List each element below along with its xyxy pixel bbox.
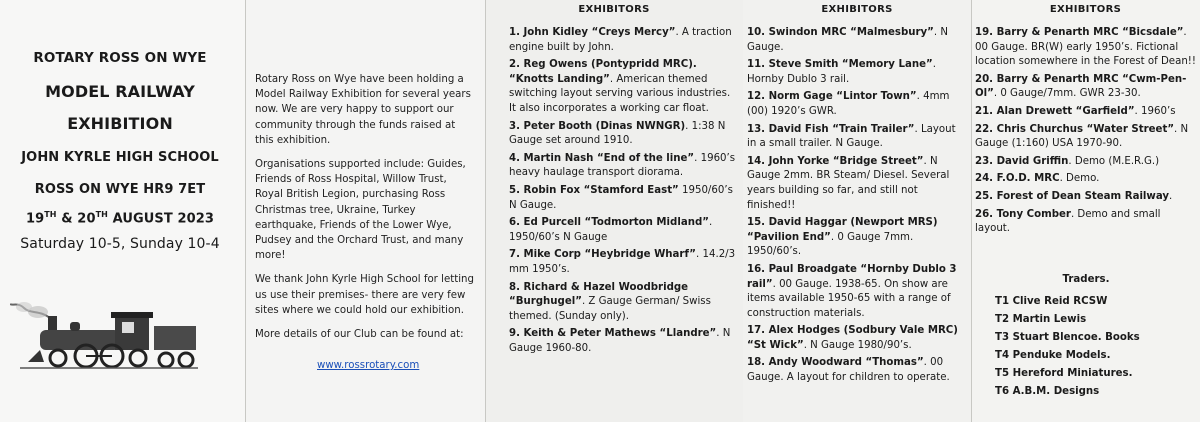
- exhibitor-number: 19.: [975, 27, 997, 38]
- exhibitors-panel-2: [743, 0, 971, 422]
- exhibitor-name: David Griffin: [996, 155, 1069, 167]
- exhibitor-entry: [747, 58, 967, 87]
- date-day2-suffix: TH: [95, 210, 108, 219]
- intro-paragraph: Organisations supported include: Guides, Friends of Ross Hospital, Willow Trust, Royal British Legion, purchasing Ross Christmas tree, Ukraine, Turkey earthquake, Friends of the Lower Wye, Pudsey and the Orchard Trust, and many more!: [255, 159, 466, 262]
- exhibitor-number: 5.: [509, 184, 524, 196]
- exhibitor-name: Tony Comber: [996, 208, 1071, 220]
- exhibitor-entry: [509, 248, 737, 277]
- exhibitor-name: Alan Drewett “Garfield”: [996, 105, 1135, 117]
- exhibitor-number: 14.: [747, 155, 769, 167]
- club-website-link[interactable]: www.rossrotary.com: [317, 360, 420, 371]
- trader-item: T3 Stuart Blencoe. Books: [995, 332, 1140, 344]
- exhibitor-entry: [747, 324, 967, 353]
- trader-item: T1 Clive Reid RCSW: [995, 296, 1108, 308]
- exhibitor-name: Reg Owens (Pontypridd MRC). “Knotts Landing”: [509, 59, 697, 85]
- event-title-line2: EXHIBITION: [67, 114, 173, 133]
- exhibitor-description: 1950/60’s N Gauge.: [509, 184, 733, 211]
- exhibitor-number: 1.: [509, 27, 524, 38]
- exhibitor-number: 7.: [509, 249, 524, 261]
- fold-line: [485, 0, 486, 422]
- exhibitor-name: Chris Churchus “Water Street”: [996, 123, 1175, 135]
- opening-times: Saturday 10-5, Sunday 10-4: [20, 236, 220, 252]
- exhibitor-number: 24.: [975, 173, 997, 185]
- date-month-year: AUGUST 2023: [107, 211, 215, 227]
- exhibitor-name: Norm Gage “Lintor Town”: [768, 91, 917, 103]
- exhibitor-number: 15.: [747, 217, 769, 229]
- exhibitor-name: Mike Corp “Heybridge Wharf”: [523, 249, 697, 261]
- exhibitor-name: Forest of Dean Steam Railway: [996, 190, 1170, 202]
- exhibitor-name: David Fish “Train Trailer”: [768, 123, 915, 135]
- exhibitors-panel-1: [485, 0, 743, 422]
- exhibitor-list: [975, 26, 1197, 401]
- exhibitor-list: [747, 26, 967, 389]
- event-dates: [0, 210, 240, 226]
- intro-paragraph: More details of our Club can be found at:: [255, 329, 464, 341]
- exhibitor-number: 21.: [975, 105, 997, 117]
- exhibitor-description: . 00 Gauge. 1938-65. On show are items available 1950-65 with a range of construction materials.: [747, 278, 951, 319]
- exhibitor-description: . N Gauge 1960-80.: [509, 328, 731, 354]
- exhibitor-name: Ed Purcell “Todmorton Midland”: [523, 217, 709, 229]
- cover-panel: [0, 0, 245, 422]
- exhibitor-number: 17.: [747, 325, 769, 337]
- exhibitor-description: . 1950/60’s N Gauge: [509, 217, 713, 243]
- fold-line: [971, 0, 972, 422]
- exhibitor-name: Steve Smith “Memory Lane”: [768, 59, 933, 71]
- org-name: ROTARY ROSS ON WYE: [33, 50, 207, 66]
- exhibitor-description: .: [1169, 190, 1173, 202]
- exhibitor-number: 25.: [975, 190, 997, 202]
- exhibitor-description: . 14.2/3 mm 1950’s.: [509, 249, 736, 275]
- exhibitor-entry: [509, 26, 737, 55]
- exhibitor-entry: [747, 123, 967, 152]
- date-and: &: [56, 211, 78, 227]
- exhibitor-description: . Z Gauge German/ Swiss themed. (Sunday only).: [509, 296, 711, 322]
- exhibitor-description: . N Gauge.: [747, 27, 948, 53]
- exhibitor-name: John Yorke “Bridge Street”: [768, 155, 924, 167]
- exhibitor-entry: [509, 152, 737, 181]
- intro-paragraph: Rotary Ross on Wye have been holding a Model Railway Exhibition for several years now. We are very happy to support our community through the funds raised at this exhibition.: [255, 74, 471, 146]
- exhibitor-description: . 1960’s heavy haulage transport diorama.: [509, 152, 736, 179]
- exhibitor-entry: [509, 216, 737, 245]
- exhibitor-number: 3.: [509, 120, 524, 132]
- exhibitor-description: . Demo and small layout.: [975, 208, 1161, 235]
- exhibitors-panel-3: [971, 0, 1200, 422]
- exhibitor-entry: [975, 73, 1197, 102]
- exhibitor-description: . Demo (M.E.R.G.): [1068, 155, 1160, 167]
- exhibitor-entry: [747, 155, 967, 213]
- date-day2: 20: [77, 211, 96, 227]
- exhibitor-number: 6.: [509, 217, 524, 229]
- exhibitor-entry: [975, 105, 1197, 120]
- exhibitor-description: . 00 Gauge. BR(W) early 1950’s. Fictional location somewhere in the Forest of Dean!!: [975, 27, 1196, 68]
- exhibitor-entry: [509, 120, 737, 149]
- exhibitor-description: . Hornby Dublo 3 rail.: [747, 59, 936, 85]
- exhibitor-entry: [747, 26, 967, 55]
- exhibitor-number: 23.: [975, 155, 997, 167]
- exhibitor-description: . Demo.: [1059, 173, 1100, 185]
- exhibitor-description: . N Gauge 2mm. BR Steam/ Diesel. Several years building so far, and still not finished!!: [747, 155, 950, 211]
- exhibitor-number: 26.: [975, 208, 997, 220]
- exhibitor-description: . N Gauge 1980/90’s.: [803, 339, 912, 351]
- venue-name: JOHN KYRLE HIGH SCHOOL: [21, 150, 219, 165]
- exhibitor-entry: [975, 26, 1197, 70]
- exhibitor-entry: [747, 216, 967, 260]
- fold-line: [245, 0, 246, 422]
- exhibitor-name: Barry & Penarth MRC “Cwm-Pen-Ol”: [975, 73, 1187, 100]
- exhibitor-entry: [975, 190, 1197, 205]
- exhibitors-heading: EXHIBITORS: [578, 4, 650, 15]
- trader-item: T6 A.B.M. Designs: [995, 386, 1100, 398]
- exhibitor-name: David Haggar (Newport MRS) “Pavilion End”: [747, 217, 938, 243]
- event-title-line1: MODEL RAILWAY: [45, 82, 195, 101]
- exhibitor-name: Martin Nash “End of the line”: [523, 152, 695, 164]
- exhibitor-number: 18.: [747, 357, 769, 369]
- exhibitor-entry: [509, 58, 737, 116]
- exhibitor-description: . 4mm (00) 1920’s GWR.: [747, 91, 950, 117]
- exhibitor-number: 10.: [747, 27, 769, 38]
- exhibitor-name: Robin Fox “Stamford East”: [523, 184, 679, 196]
- trader-item: T4 Penduke Models.: [995, 350, 1111, 362]
- exhibitor-name: Barry & Penarth MRC “Bicsdale”: [996, 27, 1184, 38]
- exhibitor-number: 13.: [747, 123, 769, 135]
- exhibitor-number: 22.: [975, 123, 997, 135]
- exhibitor-name: Paul Broadgate “Hornby Dublo 3 rail”: [747, 263, 957, 290]
- exhibitor-entry: [747, 263, 967, 321]
- exhibitor-entry: [747, 90, 967, 119]
- exhibitor-list: [509, 26, 737, 359]
- intro-panel: [245, 0, 485, 422]
- exhibitor-description: . A traction engine built by John.: [509, 27, 732, 53]
- exhibitor-entry: [975, 123, 1197, 152]
- exhibitor-entry: [509, 184, 737, 213]
- exhibitor-number: 2.: [509, 59, 524, 71]
- exhibitor-description: . 1:38 N Gauge set around 1910.: [509, 120, 726, 147]
- exhibitor-number: 4.: [509, 152, 524, 164]
- exhibitor-name: Swindon MRC “Malmesbury”: [768, 27, 934, 38]
- exhibitor-number: 16.: [747, 263, 769, 275]
- exhibitor-description: . 1960’s: [1134, 105, 1176, 117]
- steam-locomotive-icon: [10, 300, 200, 372]
- exhibitors-heading: EXHIBITORS: [821, 4, 893, 15]
- exhibitor-number: 11.: [747, 59, 769, 71]
- date-day1-suffix: TH: [44, 210, 57, 219]
- exhibitor-description: . N Gauge (1:160) USA 1970-90.: [975, 123, 1189, 150]
- trader-item: T5 Hereford Miniatures.: [995, 368, 1133, 380]
- exhibitor-number: 12.: [747, 91, 769, 103]
- exhibitor-name: F.O.D. MRC: [996, 173, 1060, 185]
- traders-heading: Traders.: [1062, 273, 1110, 285]
- exhibitor-name: Alex Hodges (Sodbury Vale MRC) “St Wick”: [747, 325, 958, 351]
- trader-item: T2 Martin Lewis: [995, 314, 1087, 326]
- exhibitor-description: . Layout in a small trailer. N Gauge.: [747, 123, 956, 150]
- exhibitor-name: Richard & Hazel Woodbridge “Burghugel”: [509, 281, 689, 308]
- exhibitor-name: Andy Woodward “Thomas”: [768, 357, 924, 369]
- exhibitor-description: . 0 Gauge 7mm. 1950/60’s.: [747, 231, 914, 258]
- exhibitor-number: 8.: [509, 281, 524, 293]
- exhibitor-description: . 00 Gauge. A layout for children to operate.: [747, 357, 950, 384]
- exhibitor-name: John Kidley “Creys Mercy”: [523, 27, 676, 38]
- exhibitor-entry: [509, 327, 737, 356]
- intro-paragraph: We thank John Kyrle High School for letting us use their premises- there are very few sites where we could hold our exhibition.: [255, 274, 474, 316]
- intro-text: [255, 72, 477, 351]
- venue-town: ROSS ON WYE HR9 7ET: [34, 182, 206, 197]
- exhibitor-description: . American themed switching layout serving various industries. It also incorporates a working car float.: [509, 73, 731, 114]
- exhibitors-heading: EXHIBITORS: [1049, 4, 1122, 15]
- exhibitor-number: 9.: [509, 328, 524, 340]
- exhibitor-name: Keith & Peter Mathews “Llandre”: [523, 328, 717, 340]
- exhibitor-number: 20.: [975, 73, 997, 85]
- exhibitor-name: Peter Booth (Dinas NWNGR): [523, 120, 686, 132]
- exhibitor-entry: [747, 356, 967, 385]
- exhibitor-entry: [975, 155, 1197, 170]
- exhibitor-entry: [509, 281, 737, 325]
- exhibitor-entry: [975, 172, 1197, 187]
- exhibitor-description: . 0 Gauge/7mm. GWR 23-30.: [993, 88, 1141, 100]
- date-day1: 19: [25, 211, 45, 227]
- exhibitor-entry: [975, 208, 1197, 237]
